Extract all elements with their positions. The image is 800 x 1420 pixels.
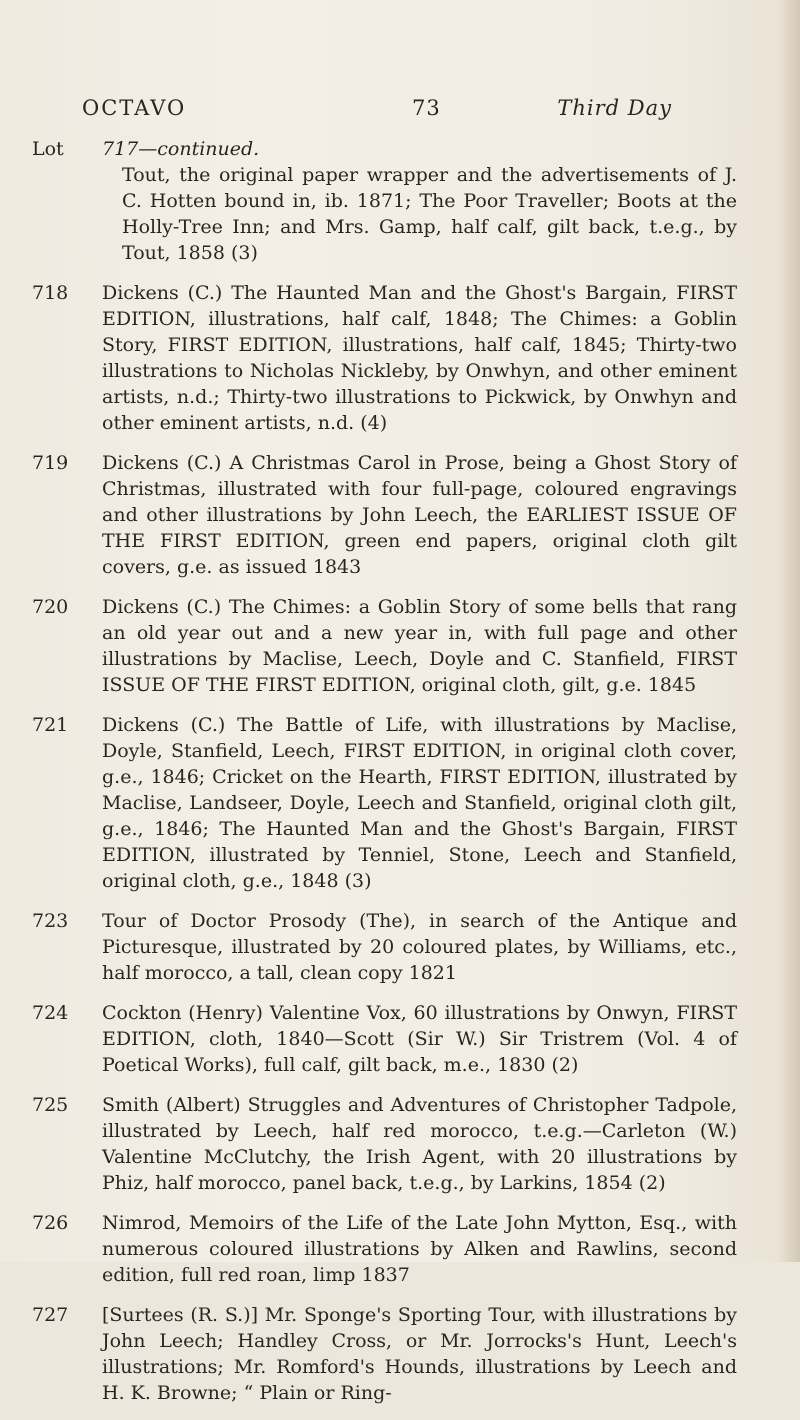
lot-719 bbox=[32, 450, 737, 580]
lot-number: 724 bbox=[32, 1002, 69, 1024]
lot-continuation bbox=[32, 136, 737, 266]
lot-description: Nimrod, Memoirs of the Life of the Late John Mytton, Esq., with numerous coloured illustrations by Alken and Rawlins, second edition, full red roan, limp 1837 bbox=[102, 1212, 737, 1286]
lot-718 bbox=[32, 280, 737, 436]
lot-725 bbox=[32, 1092, 737, 1196]
lot-description: Dickens (C.) The Battle of Life, with illustrations by Maclise, Doyle, Stanfield, Leech, FIRST EDITION, in original cloth cover, g.e., 1846; Cricket on the Hearth, FIRST EDITION, illustrated by Maclise, Landseer, Doyle, Leech and Stanfield, original cloth gilt, g.e., 1846; The Haunted Man and the Ghost's Bargain, FIRST EDITION, illustrated by Tenniel, Stone, Leech and Stanfield, original cloth, g.e., 1848 (3) bbox=[102, 714, 737, 892]
header-format: OCTAVO bbox=[82, 96, 187, 120]
lot-721 bbox=[32, 712, 737, 894]
lot-723 bbox=[32, 908, 737, 986]
lot-list bbox=[32, 136, 737, 1420]
lot-727 bbox=[32, 1302, 737, 1406]
lot-726 bbox=[32, 1210, 737, 1288]
page-edge-shadow bbox=[778, 0, 800, 1262]
lot-number: 723 bbox=[32, 910, 69, 932]
lot-description: Smith (Albert) Struggles and Adventures of Christopher Tadpole, illustrated by Leech, half red morocco, t.e.g.—Carleton (W.) Valentine McClutchy, the Irish Agent, with 20 illustrations by Phiz, half morocco, panel back, t.e.g., by Larkins, 1854 (2) bbox=[102, 1094, 737, 1194]
lot-720 bbox=[32, 594, 737, 698]
lot-continuation-heading: 717—continued. bbox=[102, 138, 260, 160]
lot-description: Tour of Doctor Prosody (The), in search of the Antique and Picturesque, illustrated by 20 coloured plates, by Williams, etc., half morocco, a tall, clean copy 1821 bbox=[102, 910, 737, 984]
lot-number: 727 bbox=[32, 1304, 69, 1326]
lot-number: 726 bbox=[32, 1212, 69, 1234]
lot-description: Dickens (C.) The Chimes: a Goblin Story of some bells that rang an old year out and a new year in, with full page and other illustrations by Maclise, Leech, Doyle and C. Stanfield, FIRST ISSUE OF THE FIRST EDITION, original cloth, gilt, g.e. 1845 bbox=[102, 596, 737, 696]
page-header bbox=[82, 96, 672, 126]
lot-number: 718 bbox=[32, 282, 69, 304]
lot-number: 720 bbox=[32, 596, 69, 618]
lot-description: Dickens (C.) The Haunted Man and the Ghost's Bargain, FIRST EDITION, illustrations, half calf, 1848; The Chimes: a Goblin Story, FIRST EDITION, illustrations, half calf, 1845; Thirty-two illustrations to Nicholas Nickleby, by Onwhyn, and other eminent artists, n.d.; Thirty-two illustrations to Pickwick, by Onwhyn and other eminent artists, n.d. (4) bbox=[102, 282, 737, 434]
lot-724 bbox=[32, 1000, 737, 1078]
lot-description: [Surtees (R. S.)] Mr. Sponge's Sporting Tour, with illustrations by John Leech; Handley Cross, or Mr. Jorrocks's Hunt, Leech's illustrations; Mr. Romford's Hounds, illustrations by Leech and H. K. Browne; “ Plain or Ring- bbox=[102, 1304, 737, 1404]
lot-number: 719 bbox=[32, 452, 69, 474]
lot-number: 721 bbox=[32, 714, 69, 736]
page-number: 73 bbox=[412, 96, 441, 120]
lot-number: 725 bbox=[32, 1094, 69, 1116]
lot-prefix: Lot bbox=[32, 138, 64, 160]
lot-description: Cockton (Henry) Valentine Vox, 60 illustrations by Onwyn, FIRST EDITION, cloth, 1840—Scott (Sir W.) Sir Tristrem (Vol. 4 of Poetical Works), full calf, gilt back, m.e., 1830 (2) bbox=[102, 1002, 737, 1076]
lot-continuation-text: Tout, the original paper wrapper and the advertisements of J. C. Hotten bound in, ib. 1871; The Poor Traveller; Boots at the Holly-Tree Inn; and Mrs. Gamp, half calf, gilt back, t.e.g., by Tout, 1858 (3) bbox=[122, 164, 737, 264]
lot-description: Dickens (C.) A Christmas Carol in Prose, being a Ghost Story of Christmas, illustrated with four full-page, coloured engravings and other illustrations by John Leech, the EARLIEST ISSUE OF THE FIRST EDITION, green end papers, original cloth gilt covers, g.e. as issued 1843 bbox=[102, 452, 737, 578]
header-day: Third Day bbox=[557, 96, 672, 120]
